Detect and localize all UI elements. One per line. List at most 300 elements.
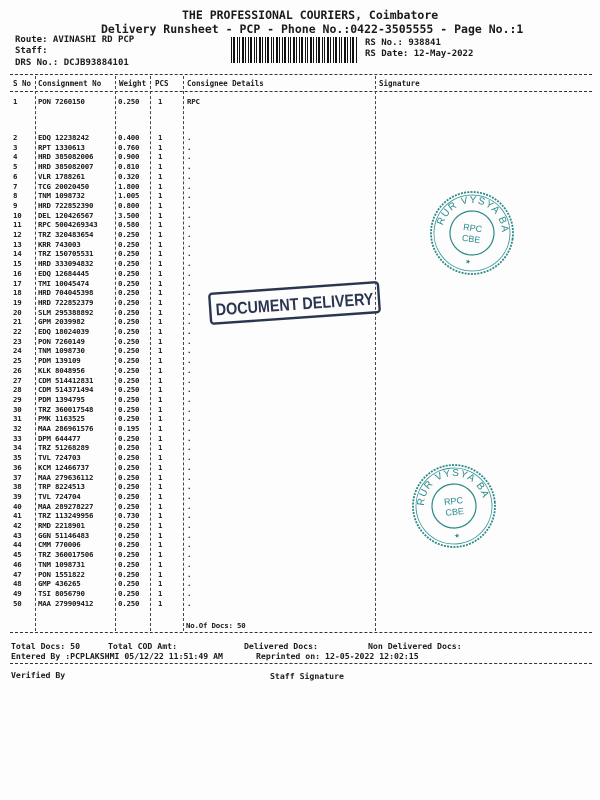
cell-det: .: [187, 530, 192, 540]
table-row: [0, 531, 600, 541]
cell-wt: 0.810: [118, 162, 140, 172]
cell-pcs: 1: [158, 152, 163, 162]
cell-wt: 0.250: [118, 259, 140, 269]
cell-sno: 18: [13, 288, 22, 298]
cell-det: .: [187, 200, 192, 210]
cell-det: .: [187, 133, 192, 142]
cell-wt: 0.250: [118, 598, 140, 608]
cell-wt: 0.250: [118, 346, 140, 356]
cell-pcs: 1: [158, 365, 163, 375]
svg-text:★: ★: [464, 256, 472, 268]
cell-pcs: 1: [158, 327, 163, 336]
svg-text:KARUR VYSYA BANK: KARUR VYSYA BANK: [435, 194, 511, 234]
cell-cn: EDQ 12238242: [38, 133, 89, 142]
table-row: [0, 346, 600, 356]
cell-det: .: [187, 559, 192, 569]
cell-pcs: 1: [158, 142, 163, 152]
cell-cn: HRD 722852379: [38, 297, 94, 307]
staff-signature: Staff Signature: [270, 671, 344, 681]
cell-sno: 6: [13, 171, 18, 181]
cell-wt: 0.760: [118, 142, 140, 152]
cell-pcs: 1: [158, 414, 163, 424]
cell-wt: 0.250: [118, 336, 140, 346]
table-row: [0, 152, 600, 162]
cell-cn: MAA 286961576: [38, 424, 94, 433]
cell-wt: 0.580: [118, 220, 140, 230]
cell-det: .: [187, 297, 192, 307]
cell-pcs: 1: [158, 530, 163, 540]
cell-wt: 0.250: [118, 482, 140, 492]
table-row: [0, 414, 600, 424]
runsheet-title: Delivery Runsheet - PCP - Phone No.:0422-3505555 - Page No.:1: [101, 22, 524, 36]
cell-cn: TMI 10045474: [38, 278, 89, 288]
cell-cn: TRZ 51268289: [38, 443, 89, 453]
cell-det: .: [187, 181, 192, 191]
table-row: [0, 376, 600, 386]
cell-cn: PMK 1163525: [38, 414, 85, 424]
cell-cn: PON 7260149: [38, 336, 85, 346]
cell-pcs: 1: [158, 200, 163, 210]
table-row: [0, 162, 600, 172]
cell-cn: GMP 436265: [38, 579, 81, 589]
cell-sno: 35: [13, 453, 22, 463]
cell-pcs: 1: [158, 239, 163, 249]
cell-wt: 0.250: [118, 414, 140, 424]
col-consignment: Consignment No: [38, 79, 102, 88]
company-title: THE PROFESSIONAL COURIERS, Coimbatore: [182, 8, 439, 22]
cell-pcs: 1: [158, 307, 163, 317]
cell-wt: 0.250: [118, 385, 140, 395]
cell-sno: 3: [13, 142, 18, 152]
route-label: Route: AVINASHI RD PCP: [15, 35, 135, 45]
cell-sno: 34: [13, 443, 22, 453]
cell-cn: DPM 644477: [38, 433, 81, 443]
cell-cn: TRP 8224513: [38, 482, 85, 492]
cell-wt: 0.250: [118, 307, 140, 317]
entered-by: Entered By :PCPLAKSHMI 05/12/22 11:51:49 AM: [11, 651, 223, 661]
table-row: [0, 540, 600, 550]
bank-seal-top: [426, 188, 518, 278]
cell-cn: VLR 1788261: [38, 171, 85, 181]
cell-sno: 9: [13, 200, 18, 210]
table-row: [0, 463, 600, 473]
table-row: [0, 599, 600, 609]
cell-wt: 0.900: [118, 152, 140, 162]
cell-cn: TVL 724703: [38, 453, 81, 463]
cell-pcs: 1: [158, 579, 163, 589]
cell-pcs: 1: [158, 171, 163, 181]
cell-sno: 29: [13, 394, 22, 404]
cell-det: .: [187, 142, 192, 152]
cell-pcs: 1: [158, 288, 163, 298]
cell-wt: 0.250: [118, 540, 140, 550]
cell-cn: PON 7260150: [38, 97, 85, 106]
cell-det: .: [187, 356, 192, 366]
cell-pcs: 1: [158, 268, 163, 278]
cell-pcs: 1: [158, 424, 163, 433]
verified-by: Verified By: [11, 670, 66, 680]
cell-cn: CDM 514412831: [38, 375, 94, 385]
cell-cn: MAA 289278227: [38, 501, 94, 511]
table-row: [0, 443, 600, 453]
cell-wt: 0.250: [118, 588, 140, 598]
table-row: [0, 550, 600, 560]
cell-det: .: [187, 210, 192, 220]
cell-sno: 40: [13, 501, 22, 511]
cell-cn: RMD 2218901: [38, 521, 85, 530]
table-row: [0, 502, 600, 512]
cell-wt: 0.250: [118, 317, 140, 327]
cell-pcs: 1: [158, 297, 163, 307]
cell-cn: KLK 8048956: [38, 365, 85, 375]
cell-wt: 0.250: [118, 404, 140, 414]
cell-cn: TRZ 113249956: [38, 511, 94, 521]
cell-cn: HRD 722852390: [38, 200, 94, 210]
cell-sno: 8: [13, 191, 18, 201]
table-row: [0, 385, 600, 395]
table-row: [0, 434, 600, 444]
cell-sno: 37: [13, 472, 22, 482]
cell-det: .: [187, 453, 192, 463]
cell-cn: PON 1551822: [38, 569, 85, 579]
cell-det: .: [187, 317, 192, 327]
bank-seal-bottom: [408, 460, 500, 552]
document-delivery-stamp: [207, 284, 404, 322]
cell-det: .: [187, 501, 192, 511]
cell-sno: 41: [13, 511, 22, 521]
cell-det: .: [187, 230, 192, 239]
cell-cn: MAA 279909412: [38, 598, 94, 608]
rs-number: RS No.: 938841: [365, 38, 441, 48]
cell-pcs: 1: [158, 230, 163, 239]
table-row: [0, 453, 600, 463]
svg-text:KARUR VYSYA BANK: KARUR VYSYA BANK: [415, 467, 491, 507]
cell-pcs: 1: [158, 249, 163, 259]
table-row: [0, 97, 600, 107]
cell-det: .: [187, 550, 192, 560]
col-signature: Signature: [379, 79, 420, 88]
cell-pcs: 1: [158, 453, 163, 463]
cell-wt: 0.730: [118, 511, 140, 521]
cell-wt: 0.250: [118, 375, 140, 385]
svg-text:RPC: RPC: [443, 495, 464, 507]
cell-cn: RPT 1330613: [38, 142, 85, 152]
cell-wt: 0.250: [118, 394, 140, 404]
cell-sno: 15: [13, 259, 22, 269]
cell-sno: 19: [13, 297, 22, 307]
cell-cn: KCM 12466737: [38, 462, 89, 472]
cell-det: .: [187, 588, 192, 598]
cell-cn: SLM 295388892: [38, 307, 94, 317]
cell-wt: 0.250: [118, 559, 140, 569]
cell-sno: 44: [13, 540, 22, 550]
cell-wt: 0.250: [118, 521, 140, 530]
cell-pcs: 1: [158, 317, 163, 327]
cell-sno: 10: [13, 210, 22, 220]
cell-pcs: 1: [158, 559, 163, 569]
cell-wt: 0.250: [118, 249, 140, 259]
cell-sno: 50: [13, 598, 22, 608]
cell-pcs: 1: [158, 491, 163, 501]
non-delivered-docs: Non Delivered Docs:: [368, 641, 462, 651]
cell-sno: 38: [13, 482, 22, 492]
cell-cn: TCG 20020450: [38, 181, 89, 191]
no-of-docs: No.Of Docs: 50: [186, 621, 246, 630]
cell-det: RPC: [187, 97, 200, 106]
cell-cn: PDM 1394795: [38, 394, 85, 404]
cell-pcs: 1: [158, 259, 163, 269]
cell-wt: 0.250: [118, 579, 140, 589]
table-row: [0, 405, 600, 415]
cell-cn: TRZ 360017506: [38, 550, 94, 560]
cell-wt: 0.250: [118, 453, 140, 463]
cell-det: .: [187, 404, 192, 414]
cell-det: .: [187, 268, 192, 278]
cell-det: .: [187, 288, 192, 298]
cell-sno: 43: [13, 530, 22, 540]
cell-det: .: [187, 462, 192, 472]
cell-cn: MAA 279636112: [38, 472, 94, 482]
cell-pcs: 1: [158, 521, 163, 530]
cell-pcs: 1: [158, 394, 163, 404]
cell-pcs: 1: [158, 550, 163, 560]
cell-wt: 0.250: [118, 297, 140, 307]
cell-pcs: 1: [158, 588, 163, 598]
cell-sno: 16: [13, 268, 22, 278]
cell-wt: 0.250: [118, 433, 140, 443]
table-row: [0, 172, 600, 182]
cell-det: .: [187, 346, 192, 356]
cell-pcs: 1: [158, 501, 163, 511]
cell-wt: 0.250: [118, 530, 140, 540]
cell-sno: 12: [13, 230, 22, 239]
cell-sno: 25: [13, 356, 22, 366]
table-row: [0, 521, 600, 531]
cell-pcs: 1: [158, 443, 163, 453]
footer-rule-bottom: [10, 663, 592, 664]
cell-pcs: 1: [158, 133, 163, 142]
cell-wt: 0.250: [118, 239, 140, 249]
cell-det: .: [187, 540, 192, 550]
cell-sno: 45: [13, 550, 22, 560]
table-row: [0, 356, 600, 366]
table-row: [0, 337, 600, 347]
svg-text:DOCUMENT DELIVERY: DOCUMENT DELIVERY: [215, 287, 404, 320]
cell-det: .: [187, 443, 192, 453]
svg-text:RPC: RPC: [462, 221, 483, 235]
cell-pcs: 1: [158, 569, 163, 579]
cell-cn: RPC 5004269343: [38, 220, 98, 230]
table-row: [0, 143, 600, 153]
total-docs: Total Docs: 50: [11, 641, 81, 651]
cell-sno: 24: [13, 346, 22, 356]
cell-pcs: 1: [158, 375, 163, 385]
cell-sno: 42: [13, 521, 22, 530]
cell-pcs: 1: [158, 598, 163, 608]
cell-det: .: [187, 162, 192, 172]
cell-pcs: 1: [158, 181, 163, 191]
cell-cn: CDM 514371494: [38, 385, 94, 395]
cell-det: .: [187, 259, 192, 269]
total-cod-amount: Total COD Amt:: [108, 641, 178, 651]
col-sno: S No: [13, 79, 32, 88]
cell-sno: 2: [13, 133, 18, 142]
svg-text:CBE: CBE: [444, 506, 465, 518]
cell-pcs: 1: [158, 472, 163, 482]
cell-wt: 0.250: [118, 97, 140, 106]
cell-pcs: 1: [158, 540, 163, 550]
cell-cn: HRD 385082007: [38, 162, 94, 172]
cell-det: .: [187, 511, 192, 521]
cell-wt: 0.250: [118, 550, 140, 560]
cell-sno: 49: [13, 588, 22, 598]
col-pcs: PCS: [155, 79, 169, 88]
rs-date: RS Date: 12-May-2022: [365, 49, 474, 59]
cell-det: .: [187, 433, 192, 443]
footer-rule-top: [10, 632, 592, 633]
cell-wt: 0.250: [118, 443, 140, 453]
cell-wt: 0.250: [118, 491, 140, 501]
cell-cn: TRZ 360017548: [38, 404, 94, 414]
cell-det: .: [187, 152, 192, 162]
cell-cn: PDM 139109: [38, 356, 81, 366]
cell-pcs: 1: [158, 220, 163, 230]
table-row: [0, 482, 600, 492]
cell-wt: 0.250: [118, 472, 140, 482]
cell-sno: 33: [13, 433, 22, 443]
cell-cn: EDQ 18024039: [38, 327, 89, 336]
table-row: [0, 589, 600, 599]
cell-det: .: [187, 239, 192, 249]
drs-number: DRS No.: DCJB93884101: [15, 58, 129, 68]
cell-sno: 14: [13, 249, 22, 259]
cell-sno: 13: [13, 239, 22, 249]
delivered-docs: Delivered Docs:: [244, 641, 318, 651]
cell-det: .: [187, 171, 192, 181]
cell-det: .: [187, 191, 192, 201]
cell-pcs: 1: [158, 97, 163, 106]
cell-sno: 46: [13, 559, 22, 569]
cell-cn: HRD 333094832: [38, 259, 94, 269]
cell-det: .: [187, 307, 192, 317]
cell-pcs: 1: [158, 191, 163, 201]
cell-sno: 36: [13, 462, 22, 472]
table-row: [0, 395, 600, 405]
cell-wt: 0.250: [118, 268, 140, 278]
cell-cn: EDQ 12684445: [38, 268, 89, 278]
cell-sno: 17: [13, 278, 22, 288]
cell-pcs: 1: [158, 511, 163, 521]
cell-sno: 7: [13, 181, 18, 191]
cell-det: .: [187, 336, 192, 346]
cell-cn: HRD 704045398: [38, 288, 94, 298]
cell-det: .: [187, 278, 192, 288]
cell-pcs: 1: [158, 462, 163, 472]
cell-sno: 23: [13, 336, 22, 346]
cell-wt: 0.800: [118, 200, 140, 210]
cell-cn: TNM 1098730: [38, 346, 85, 356]
cell-cn: KRR 743003: [38, 239, 81, 249]
cell-wt: 3.500: [118, 210, 140, 220]
cell-cn: GGN 51146483: [38, 530, 89, 540]
cell-pcs: 1: [158, 433, 163, 443]
cell-cn: TVL 724704: [38, 491, 81, 501]
cell-sno: 4: [13, 152, 18, 162]
table-row: [0, 511, 600, 521]
cell-wt: 0.250: [118, 365, 140, 375]
table-row: [0, 579, 600, 589]
cell-sno: 28: [13, 385, 22, 395]
cell-wt: 0.250: [118, 230, 140, 239]
cell-sno: 39: [13, 491, 22, 501]
cell-cn: TNM 1098731: [38, 559, 85, 569]
cell-det: .: [187, 385, 192, 395]
cell-sno: 31: [13, 414, 22, 424]
cell-det: .: [187, 579, 192, 589]
cell-wt: 0.250: [118, 356, 140, 366]
table-row: [0, 327, 600, 337]
cell-pcs: 1: [158, 404, 163, 414]
cell-det: .: [187, 569, 192, 579]
cell-cn: TRZ 320483654: [38, 230, 94, 239]
cell-sno: 20: [13, 307, 22, 317]
cell-sno: 48: [13, 579, 22, 589]
table-row: [0, 133, 600, 143]
cell-det: .: [187, 220, 192, 230]
cell-sno: 27: [13, 375, 22, 385]
cell-pcs: 1: [158, 210, 163, 220]
cell-sno: 22: [13, 327, 22, 336]
cell-sno: 32: [13, 424, 22, 433]
cell-pcs: 1: [158, 278, 163, 288]
cell-sno: 30: [13, 404, 22, 414]
cell-wt: 0.250: [118, 288, 140, 298]
table-row: [0, 473, 600, 483]
table-row: [0, 560, 600, 570]
cell-wt: 0.400: [118, 133, 140, 142]
cell-det: .: [187, 365, 192, 375]
cell-det: .: [187, 327, 192, 336]
cell-cn: TRZ 150705531: [38, 249, 94, 259]
table-row: [0, 366, 600, 376]
cell-wt: 0.250: [118, 278, 140, 288]
table-row: [0, 492, 600, 502]
cell-cn: HRD 385082006: [38, 152, 94, 162]
cell-cn: TSI 8056790: [38, 588, 85, 598]
cell-wt: 0.250: [118, 327, 140, 336]
cell-det: .: [187, 375, 192, 385]
staff-label: Staff:: [15, 46, 48, 56]
cell-pcs: 1: [158, 162, 163, 172]
cell-det: .: [187, 472, 192, 482]
cell-wt: 0.250: [118, 462, 140, 472]
cell-pcs: 1: [158, 336, 163, 346]
cell-sno: 26: [13, 365, 22, 375]
col-weight: Weight: [119, 79, 147, 88]
cell-cn: CMM 770006: [38, 540, 81, 550]
cell-det: .: [187, 598, 192, 608]
cell-sno: 1: [13, 97, 18, 106]
cell-cn: TNM 1098732: [38, 191, 85, 201]
reprinted-on: Reprinted on: 12-05-2022 12:02:15: [256, 651, 419, 661]
col-consignee-details: Consignee Details: [187, 79, 264, 88]
cell-wt: 0.250: [118, 569, 140, 579]
cell-pcs: 1: [158, 482, 163, 492]
cell-det: .: [187, 249, 192, 259]
svg-text:CBE: CBE: [461, 232, 482, 246]
cell-wt: 0.250: [118, 501, 140, 511]
cell-pcs: 1: [158, 346, 163, 356]
